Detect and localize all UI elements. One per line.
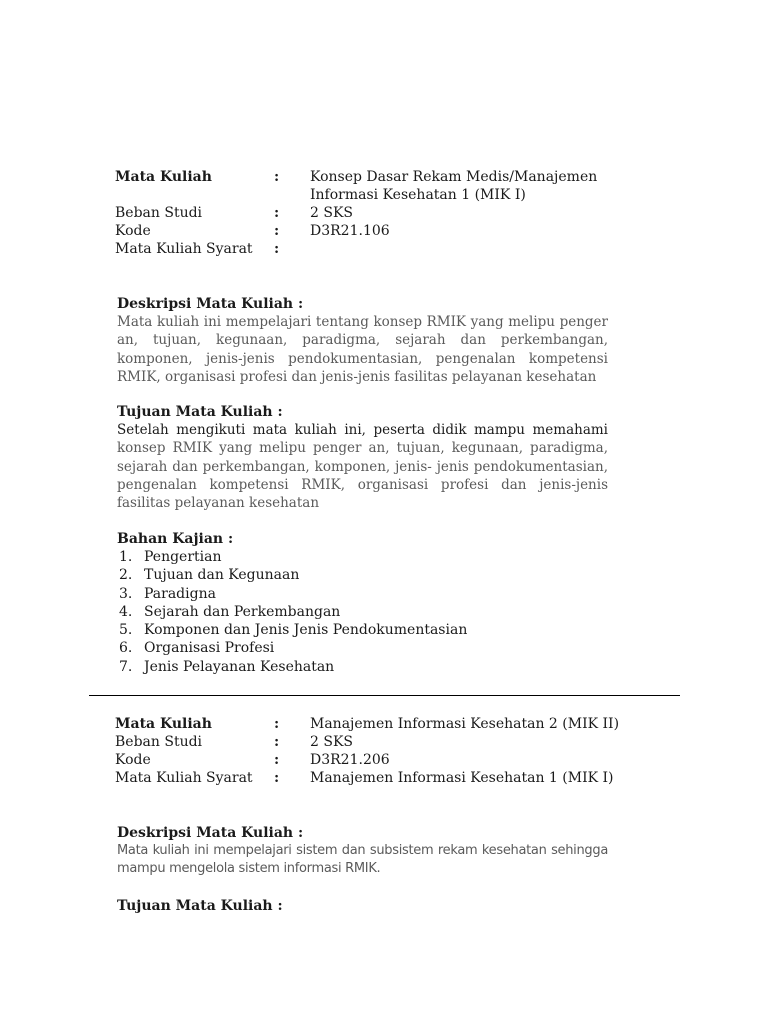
course-name-value: Manajemen Informasi Kesehatan 2 (MIK II) xyxy=(310,716,620,732)
list-text: Pengertian xyxy=(144,549,222,565)
credits-value: 2 SKS xyxy=(310,734,353,750)
objective-heading: Tujuan Mata Kuliah : xyxy=(117,898,283,914)
list-item xyxy=(119,603,467,621)
colon: : xyxy=(274,223,280,239)
colon: : xyxy=(274,205,280,221)
objective-rest: konsep RMIK yang melipu penger an, tujuan, kegunaan, paradigma, sejarah dan perkembangan, komponen, jenis- jenis pendokumentasian, pengenalan kompetensi RMIK, organisasi profesi dan jenis-jenis fasilitas pelayanan kesehatan xyxy=(117,440,608,512)
list-text: Komponen dan Jenis Jenis Pendokumentasian xyxy=(144,622,468,639)
list-item xyxy=(119,566,467,584)
prereq-label: Mata Kuliah Syarat xyxy=(115,241,253,257)
list-text: Sejarah dan Perkembangan xyxy=(144,603,341,620)
materials-heading: Bahan Kajian : xyxy=(117,531,234,547)
colon: : xyxy=(274,716,280,732)
list-text: Tujuan dan Kegunaan xyxy=(144,567,300,584)
code-label: Kode xyxy=(115,752,151,768)
code-value: D3R21.206 xyxy=(310,752,390,768)
list-text: Jenis Pelayanan Kesehatan xyxy=(144,658,335,675)
course-name-label: Mata Kuliah xyxy=(115,716,212,732)
colon: : xyxy=(274,752,280,768)
colon: : xyxy=(274,241,280,257)
list-number: 5. xyxy=(119,622,133,639)
list-item xyxy=(119,658,467,676)
objective-heading: Tujuan Mata Kuliah : xyxy=(117,404,283,420)
section-divider xyxy=(89,695,680,696)
list-item xyxy=(119,548,467,566)
list-item xyxy=(119,639,467,657)
credits-label: Beban Studi xyxy=(115,205,203,221)
description-heading: Deskripsi Mata Kuliah : xyxy=(117,296,304,312)
list-number: 4. xyxy=(119,603,133,620)
description-text: Mata kuliah ini mempelajari sistem dan subsistem rekam kesehatan sehingga mampu mengelola sistem informasi RMIK. xyxy=(117,843,608,877)
list-item xyxy=(119,585,467,603)
materials-list xyxy=(119,548,467,676)
prereq-label: Mata Kuliah Syarat xyxy=(115,770,253,786)
credits-value: 2 SKS xyxy=(310,205,353,221)
list-number: 1. xyxy=(119,549,133,565)
description-heading: Deskripsi Mata Kuliah : xyxy=(117,825,304,841)
list-number: 2. xyxy=(119,567,133,584)
list-number: 6. xyxy=(119,640,133,657)
list-text: Paradigna xyxy=(144,585,216,602)
colon: : xyxy=(274,770,280,786)
code-label: Kode xyxy=(115,223,151,239)
prereq-value: Manajemen Informasi Kesehatan 1 (MIK I) xyxy=(310,770,614,786)
list-text: Organisasi Profesi xyxy=(144,640,275,657)
course-name-label: Mata Kuliah xyxy=(115,169,212,185)
description-text: Mata kuliah ini mempelajari tentang konsep RMIK yang melipu penger an, tujuan, kegunaan, paradigma, sejarah dan perkembangan, komponen, jenis-jenis pendokumentasian, pengenalan kompetensi RMIK, organisasi profesi dan jenis-jenis fasilitas pelayanan kesehatan xyxy=(117,314,608,385)
colon: : xyxy=(274,169,280,185)
credits-label: Beban Studi xyxy=(115,734,203,750)
objective-lead: Setelah mengikuti mata kuliah ini, peserta didik mampu memahami xyxy=(117,422,608,438)
code-value: D3R21.106 xyxy=(310,223,390,239)
list-number: 3. xyxy=(119,585,133,602)
objective-text xyxy=(117,421,608,512)
colon: : xyxy=(274,734,280,750)
list-number: 7. xyxy=(119,658,133,675)
list-item xyxy=(119,621,467,639)
course-name-value: Konsep Dasar Rekam Medis/Manajemen Informasi Kesehatan 1 (MIK I) xyxy=(310,169,598,203)
